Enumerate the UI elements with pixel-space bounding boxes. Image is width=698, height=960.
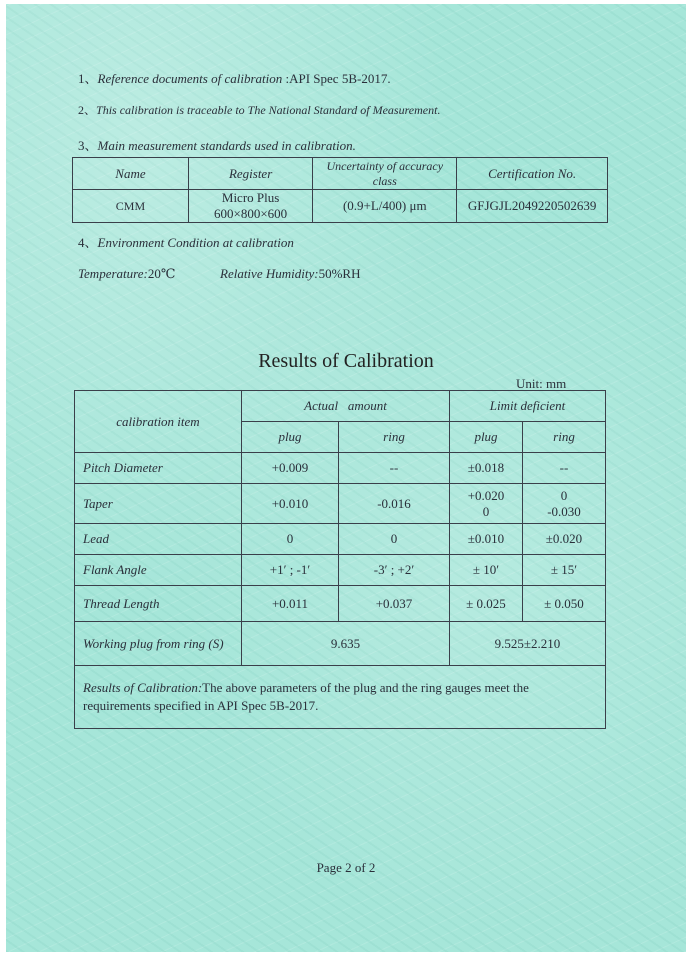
limit-ring-lower: -0.030 [547,503,581,519]
std-header-cert: Certification No. [457,158,608,190]
item-2-label: This calibration is traceable to The National Standard of Measurement. [96,103,441,117]
results-header-row-1 [75,391,606,422]
cell-item: Thread Length [75,586,242,622]
item-1-number: 1、 [78,71,98,86]
cell-actual-ring: -- [339,453,450,484]
cell-limit-ring [523,484,606,524]
page-footer: Page 2 of 2 [316,860,376,875]
std-header-register: Register [188,158,312,190]
header-actual-ring: ring [339,422,450,453]
item-4 [78,232,294,251]
results-title: Results of Calibration [258,350,434,372]
item-4-label: Environment Condition at calibration [97,235,294,250]
humidity [220,266,360,282]
item-3-label: Main measurement standards used in calibration. [97,138,356,153]
temperature-label: Temperature: [78,266,148,281]
header-actual-plug: plug [242,422,339,453]
item-4-number: 4、 [78,235,98,250]
header-limit-ring: ring [523,422,606,453]
row-taper [75,484,606,524]
cell-item: Pitch Diameter [75,453,242,484]
cell-limit-ring: -- [523,453,606,484]
row-conclusion [75,666,606,729]
limit-plug-lower: 0 [482,503,490,519]
header-calibration-item: calibration item [75,391,242,453]
std-cell-register [188,190,312,223]
item-2-number: 2、 [78,103,97,117]
std-cell-cert: GFJGJL2049220502639 [457,190,608,223]
results-table [74,390,606,729]
cell-actual-ring: -3′ ; +2′ [339,555,450,586]
temperature [78,266,175,282]
item-3-number: 3、 [78,138,98,153]
cell-actual-plug: +0.011 [242,586,339,622]
standards-header-row [73,158,608,190]
row-working-plug [75,622,606,666]
cell-working-limit: 9.525±2.210 [450,622,606,666]
header-limit-plug: plug [450,422,523,453]
cell-limit-plug [450,484,523,524]
standards-table [72,157,608,223]
cell-actual-ring: 0 [339,524,450,555]
row-lead [75,524,606,555]
cell-actual-ring: -0.016 [339,484,450,524]
temperature-value: 20℃ [147,266,176,281]
cell-limit-ring: ±0.020 [523,524,606,555]
limit-ring-upper: 0 [560,487,568,503]
unit-label: Unit: mm [516,376,567,391]
row-thread-length [75,586,606,622]
cell-limit-plug: ±0.010 [450,524,523,555]
item-1-label: Reference documents of calibration [97,71,283,86]
humidity-value: 50%RH [318,266,361,281]
conclusion-cell [75,666,606,729]
header-actual-amount: Actual amount [242,391,450,422]
std-cell-name: CMM [73,190,189,223]
cell-limit-plug: ± 10′ [450,555,523,586]
limit-plug-upper: +0.020 [467,487,505,503]
item-2 [78,101,440,118]
header-limit-deficient: Limit deficient [450,391,606,422]
cell-item: Taper [75,484,242,524]
cell-working-item: Working plug from ring (S) [75,622,242,666]
cell-limit-ring: ± 0.050 [523,586,606,622]
cell-limit-ring: ± 15′ [523,555,606,586]
std-register-line2: 600×800×600 [214,206,288,221]
cell-item: Lead [75,524,242,555]
item-1 [78,68,391,87]
cell-actual-plug: 0 [242,524,339,555]
humidity-label: Relative Humidity: [220,266,319,281]
item-1-value: :API Spec 5B-2017. [282,71,391,86]
std-header-uncertainty: Uncertainty of accuracy class [313,158,457,190]
cell-actual-plug: +0.010 [242,484,339,524]
row-pitch-diameter [75,453,606,484]
cell-working-actual: 9.635 [242,622,450,666]
item-3 [78,135,356,154]
cell-limit-plug: ±0.018 [450,453,523,484]
row-flank-angle [75,555,606,586]
cell-item: Flank Angle [75,555,242,586]
cell-limit-plug: ± 0.025 [450,586,523,622]
cell-actual-plug: +1′ ; -1′ [242,555,339,586]
cell-actual-plug: +0.009 [242,453,339,484]
calibration-page [6,4,686,952]
standards-row [73,190,608,223]
std-cell-uncertainty: (0.9+L/400) μm [313,190,457,223]
conclusion-label: Results of Calibration: [83,680,203,695]
std-header-name: Name [73,158,189,190]
std-register-line1: Micro Plus [221,190,280,205]
cell-actual-ring: +0.037 [339,586,450,622]
conclusion-text: The above parameters of the plug and the ring gauges meet the requirements specified in API Spec 5B-2017. [83,680,529,713]
